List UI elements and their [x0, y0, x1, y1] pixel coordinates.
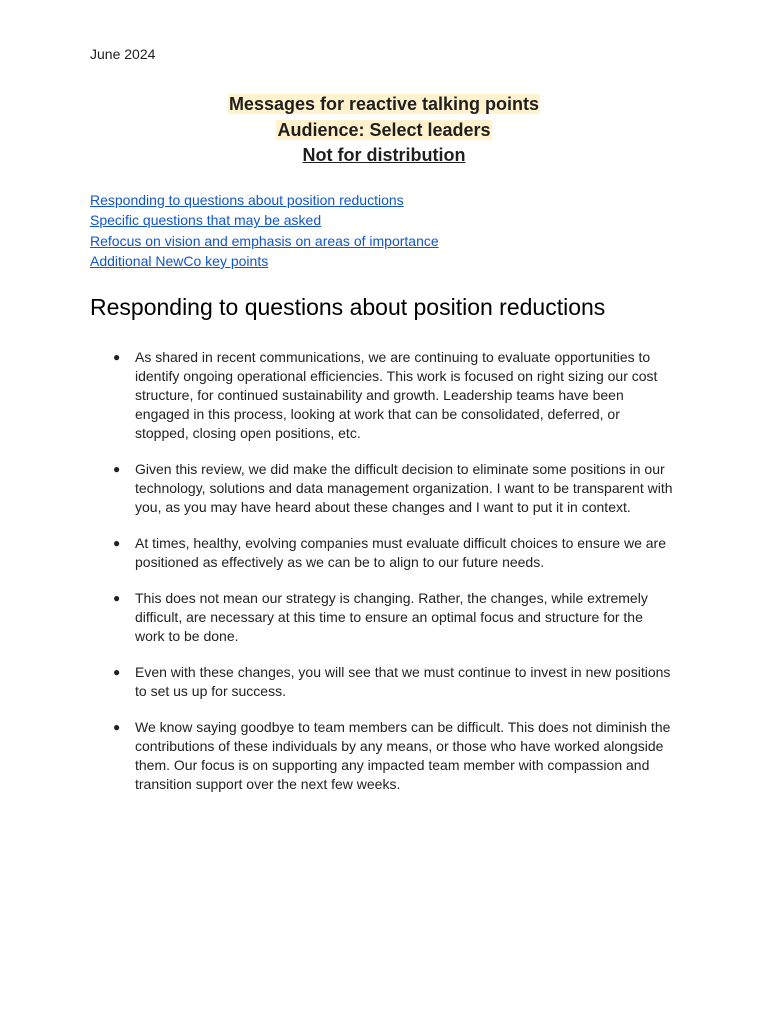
toc-link-refocus-on-vision[interactable]: Refocus on vision and emphasis on areas of importance	[90, 232, 439, 249]
title-line-2: Audience: Select leaders	[277, 119, 491, 140]
title-line-1-wrapper	[0, 92, 768, 118]
list-item	[0, 460, 768, 517]
list-item	[0, 348, 768, 443]
title-block	[0, 92, 768, 169]
list-item	[0, 534, 768, 572]
section-heading: Responding to questions about position reductions	[90, 294, 606, 320]
list-item	[0, 663, 768, 701]
list-item-text: We know saying goodbye to team members can be difficult. This does not diminish the contributions of these individuals by any means, or those who have worked alongside them. Our focus is on supporting any impacted team member with compassion and transition support over the next few weeks.	[135, 719, 671, 792]
toc-link-newco-key-points[interactable]: Additional NewCo key points	[90, 252, 269, 269]
bullet-icon: ●	[113, 350, 121, 364]
list-item-text: At times, healthy, evolving companies must evaluate difficult choices to ensure we are positioned as effectively as we can be to align to our future needs.	[135, 535, 666, 570]
bullet-icon: ●	[113, 720, 121, 734]
list-item-text: This does not mean our strategy is changing. Rather, the changes, while extremely difficult, are necessary at this time to ensure an optimal focus and structure for the work to be done.	[135, 590, 648, 644]
table-of-contents	[90, 190, 439, 271]
document-date: June 2024	[90, 46, 156, 62]
title-line-2-wrapper	[0, 118, 768, 144]
list-item-text: Given this review, we did make the difficult decision to eliminate some positions in our technology, solutions and data management organization. I want to be transparent with you, as you may have heard about these changes and I want to put it in context.	[135, 461, 673, 515]
title-line-3-wrapper	[0, 143, 768, 169]
bullet-icon: ●	[113, 462, 121, 476]
bullet-icon: ●	[113, 665, 121, 679]
title-line-3: Not for distribution	[302, 145, 466, 165]
toc-link-position-reductions[interactable]: Responding to questions about position reductions	[90, 192, 404, 208]
talking-points-list	[0, 348, 768, 811]
list-item	[0, 589, 768, 646]
list-item	[0, 718, 768, 794]
list-item-text: As shared in recent communications, we are continuing to evaluate opportunities to identify ongoing operational efficiencies. This work is focused on right sizing our cost structure, for continued sustainability and growth. Leadership teams have been engaged in this process, looking at work that can be consolidated, deferred, or stopped, closing open positions, etc.	[135, 349, 658, 441]
title-line-1: Messages for reactive talking points	[228, 94, 540, 114]
bullet-icon: ●	[113, 536, 121, 550]
bullet-icon: ●	[113, 591, 121, 605]
toc-link-specific-questions[interactable]: Specific questions that may be asked	[90, 212, 322, 229]
list-item-text: Even with these changes, you will see that we must continue to invest in new positions to set us up for success.	[135, 664, 671, 699]
